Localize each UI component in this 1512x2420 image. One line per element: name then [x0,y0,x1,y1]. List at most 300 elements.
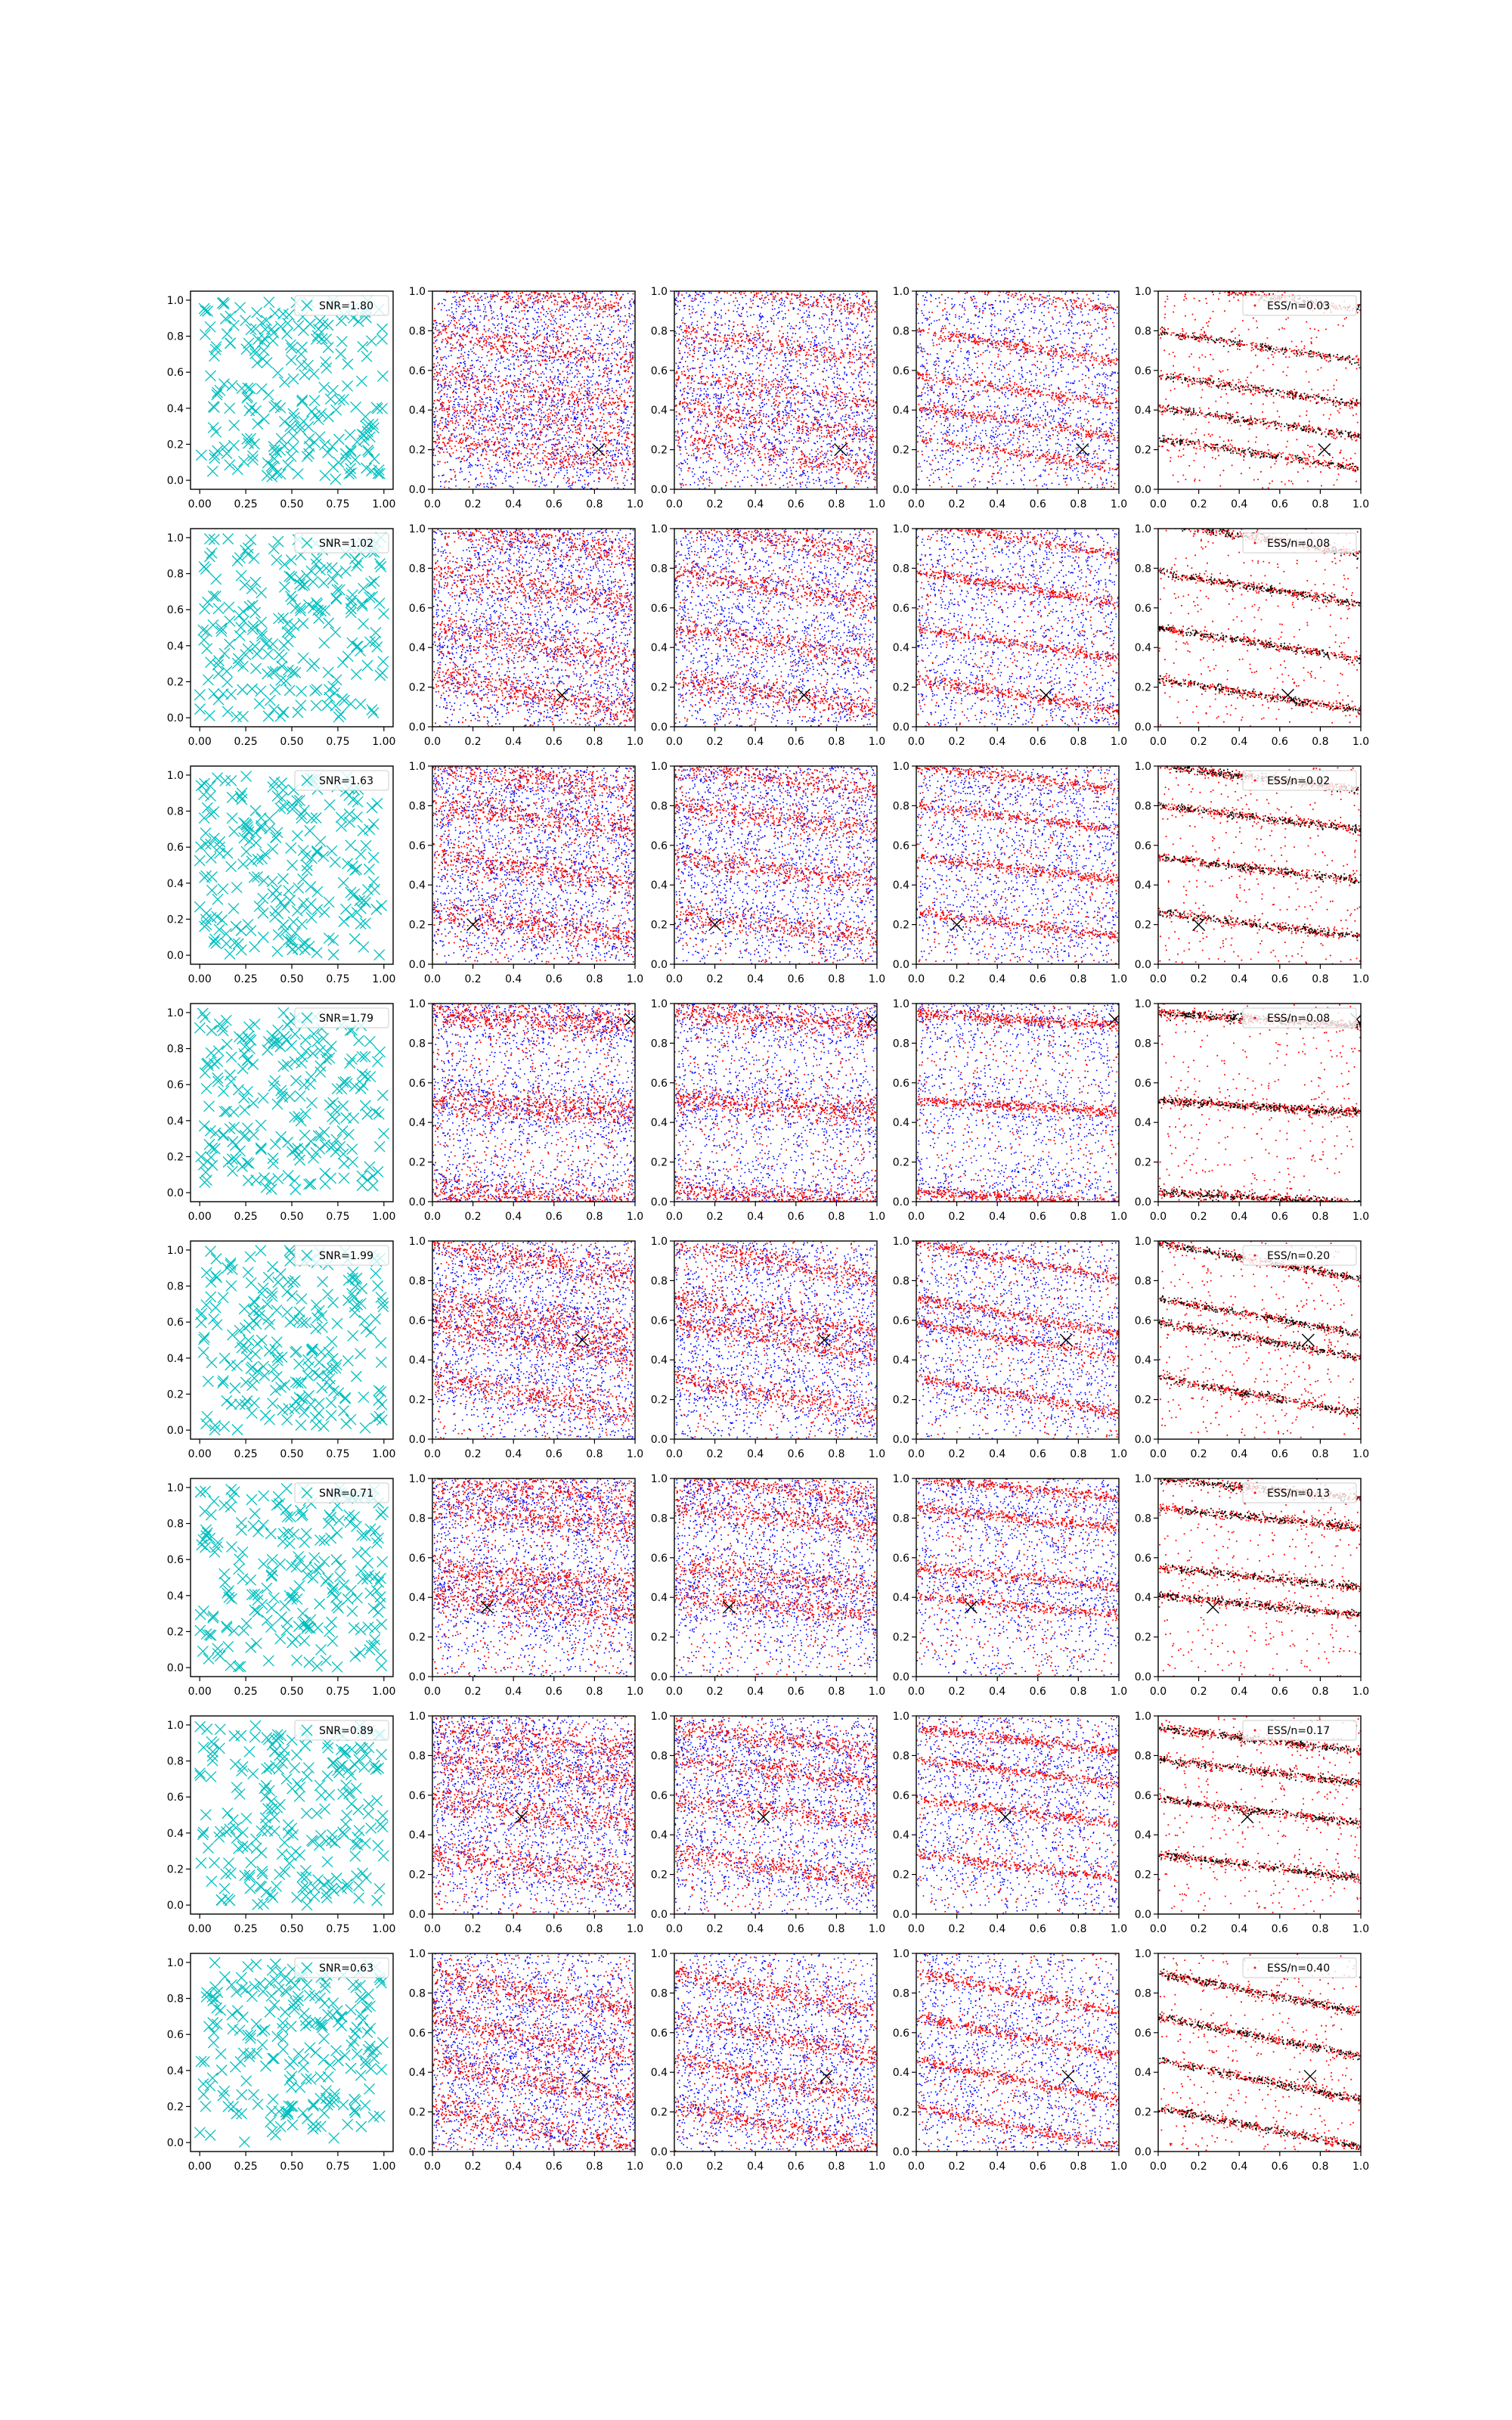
y-tick-label: 0.2 [166,1626,184,1639]
y-tick-label: 1.0 [408,286,426,298]
x-tick-label: 0.6 [545,1448,562,1460]
y-tick-label: 0.4 [650,1117,668,1130]
x-tick-label: 0.8 [1070,498,1087,510]
panel-r5-c5 [1135,1236,1369,1460]
plot-area [916,724,1120,968]
ess-legend-label: ESS/n=0.17 [1267,1725,1331,1737]
true-value-marker [1318,444,1331,456]
y-tick-label: 0.2 [166,1863,184,1876]
y-tick-label: 0.0 [166,1900,184,1913]
y-tick-label: 0.6 [408,1552,426,1565]
y-tick-label: 1.0 [892,761,909,773]
x-tick-label: 0.25 [234,498,258,510]
y-tick-label: 0.0 [166,1662,184,1675]
y-tick-label: 0.6 [1134,1552,1151,1565]
red-points [674,1001,878,1218]
panel-r7-c3 [651,1687,885,1935]
x-tick-label: 0.4 [747,1686,764,1698]
y-tick-label: 0.6 [650,1077,668,1090]
true-value-marker [1062,2070,1074,2082]
snr-legend-label: SNR=0.63 [319,1962,373,1975]
x-tick-label: 1.0 [626,1923,644,1935]
axes-frame [674,1241,877,1439]
x-tick-label: 0.4 [505,1686,522,1698]
x-tick-label: 0.0 [665,1686,683,1698]
x-tick-label: 0.6 [787,1448,804,1460]
plot-area [432,1938,637,2189]
y-tick-label: 0.6 [1134,602,1151,615]
true-value-marker [723,1601,735,1613]
panel-r8-c5 [1135,1948,1369,2173]
x-tick-label: 0.0 [665,1923,683,1935]
y-tick-label: 1.0 [892,998,909,1010]
red-points [916,519,1120,727]
x-tick-label: 0.0 [907,1448,925,1460]
y-tick-label: 0.6 [650,1314,668,1327]
red-points [916,1953,1120,2152]
x-tick-label: 0.2 [948,973,965,985]
x-tick-label: 1.00 [372,1923,396,1935]
cyan-x-markers [194,1957,388,2147]
y-tick-label: 0.6 [650,1552,668,1565]
x-tick-label: 1.0 [626,1686,644,1698]
y-tick-label: 0.0 [408,1671,426,1683]
x-tick-label: 1.0 [1352,1448,1370,1460]
x-tick-label: 0.2 [1190,1211,1207,1223]
plot-area [194,1007,389,1195]
y-tick-label: 0.6 [892,1077,909,1090]
x-tick-label: 0.00 [187,2161,212,2173]
x-tick-label: 1.0 [1110,736,1128,748]
x-tick-label: 0.6 [1029,1923,1046,1935]
y-tick-label: 1.0 [650,1711,668,1723]
y-tick-label: 0.4 [166,877,184,890]
x-tick-label: 0.6 [1029,1211,1046,1223]
plot-area [432,498,637,741]
x-tick-label: 0.8 [586,1923,603,1935]
red-points [916,1717,1120,1914]
y-tick-label: 0.8 [892,1512,909,1525]
plot-area [194,1720,389,1910]
x-tick-label: 0.8 [586,1448,603,1460]
x-tick-label: 0.8 [828,1448,845,1460]
y-tick-label: 0.6 [166,367,184,380]
x-tick-label: 0.2 [464,1686,482,1698]
plot-area [1158,1954,1362,2152]
y-tick-label: 0.2 [892,1869,909,1882]
x-tick-label: 0.8 [1312,498,1329,510]
y-tick-label: 0.6 [408,839,426,852]
blue-points [916,251,1120,510]
snr-legend-label: SNR=0.71 [319,1488,373,1500]
red-points [917,278,1120,489]
y-tick-label: 0.2 [650,1869,668,1882]
x-tick-label: 0.8 [586,736,603,748]
y-tick-label: 1.0 [650,286,668,298]
x-tick-label: 0.00 [187,498,212,510]
x-tick-label: 1.00 [372,973,396,985]
y-tick-label: 0.8 [892,1275,909,1288]
x-tick-label: 0.4 [1231,498,1248,510]
y-tick-label: 0.0 [1134,1196,1151,1208]
cyan-x-markers [194,1007,389,1195]
x-tick-label: 0.50 [280,1211,304,1223]
panel-r1-c5 [1135,277,1369,510]
plot-area [674,1687,878,1914]
panel-r7-c4 [893,1688,1127,1935]
y-tick-label: 1.0 [408,523,426,535]
x-tick-label: 0.6 [1029,1686,1046,1698]
y-tick-label: 0.6 [408,1077,426,1090]
x-tick-label: 0.8 [1312,736,1329,748]
y-tick-label: 0.2 [408,681,426,694]
true-value-marker [1241,1811,1253,1823]
axes-frame [674,1953,877,2152]
panel-r4-c1 [167,1004,396,1223]
y-tick-label: 0.8 [408,1512,426,1525]
y-tick-label: 0.2 [408,1631,426,1644]
x-tick-label: 0.8 [828,2161,845,2173]
x-tick-label: 0.2 [1190,1448,1207,1460]
plot-area [674,1938,878,2186]
y-tick-label: 1.0 [166,1007,184,1019]
blue-points [674,1687,878,1914]
y-tick-label: 1.0 [650,1236,668,1248]
ess-legend-label: ESS/n=0.02 [1267,775,1331,787]
y-tick-label: 1.0 [650,998,668,1010]
y-tick-label: 0.4 [408,405,426,417]
y-tick-label: 0.4 [892,1117,909,1130]
y-tick-label: 0.6 [1134,1789,1151,1802]
x-tick-label: 0.75 [326,1211,350,1223]
x-tick-label: 0.6 [1271,498,1288,510]
x-tick-label: 1.0 [868,1448,886,1460]
y-tick-label: 0.0 [408,1434,426,1446]
x-tick-label: 0.2 [948,736,965,748]
y-tick-label: 0.6 [166,1792,184,1804]
cyan-x-markers [196,296,388,485]
x-tick-label: 0.4 [747,736,764,748]
y-tick-label: 0.2 [892,681,909,694]
ess-legend-label: ESS/n=0.08 [1267,538,1331,550]
y-tick-label: 1.0 [1134,1236,1151,1248]
x-tick-label: 0.6 [1271,973,1288,985]
y-tick-label: 0.0 [1134,1671,1151,1683]
x-tick-label: 0.0 [1149,1448,1167,1460]
panel-r2-c5 [1135,519,1369,748]
y-tick-label: 1.0 [1134,998,1151,1010]
x-tick-label: 0.0 [1149,736,1167,748]
y-tick-label: 0.4 [892,642,909,655]
x-tick-label: 0.0 [423,973,442,985]
y-tick-label: 0.8 [408,325,426,338]
x-tick-label: 0.8 [586,1211,603,1223]
y-tick-label: 0.6 [1134,1077,1151,1090]
x-tick-label: 0.2 [948,2161,965,2173]
x-tick-label: 0.0 [665,1448,683,1460]
x-tick-label: 0.2 [464,1211,482,1223]
y-tick-label: 0.0 [650,721,668,734]
y-tick-label: 0.0 [166,950,184,963]
x-tick-label: 0.6 [1271,1448,1288,1460]
panel-r7-c1 [167,1716,396,1935]
plot-area [1158,762,1362,964]
y-tick-label: 0.6 [892,1789,909,1802]
x-tick-label: 0.8 [828,498,845,510]
y-tick-label: 1.0 [650,1948,668,1960]
panel-r4-c4 [893,973,1127,1245]
y-tick-label: 0.8 [1134,1987,1151,2000]
y-tick-label: 1.0 [166,1244,184,1257]
y-tick-label: 0.6 [408,365,426,377]
y-tick-label: 0.6 [650,1789,668,1802]
red-points [432,752,637,964]
y-tick-label: 0.8 [166,805,184,818]
y-tick-label: 0.0 [166,1425,184,1438]
legend-marker-icon [1254,1017,1256,1019]
plot-area [674,721,878,977]
panel-r3-c5 [1135,761,1369,985]
y-tick-label: 0.6 [166,2029,184,2042]
y-tick-label: 0.4 [1134,880,1151,892]
y-tick-label: 0.2 [408,1156,426,1169]
y-tick-label: 0.2 [166,1151,184,1164]
panel-r8-c1 [167,1953,396,2173]
panel-r1-c1 [167,291,396,510]
y-tick-label: 1.0 [1134,1948,1151,1960]
y-tick-label: 0.8 [166,1280,184,1293]
y-tick-label: 0.4 [408,1829,426,1842]
plot-area [194,771,386,960]
y-tick-label: 0.8 [166,1518,184,1531]
ess-legend-label: ESS/n=0.40 [1267,1962,1331,1975]
x-tick-label: 0.2 [1190,736,1207,748]
x-tick-label: 0.4 [989,1686,1006,1698]
y-tick-label: 0.2 [892,1631,909,1644]
x-tick-label: 0.0 [907,736,925,748]
x-tick-label: 0.4 [989,1448,1006,1460]
x-tick-label: 0.6 [787,736,804,748]
plot-area [674,244,878,505]
y-tick-label: 0.4 [650,1592,668,1605]
y-tick-label: 0.0 [892,2146,909,2158]
plot-area [674,1208,878,1441]
y-tick-label: 0.8 [892,1038,909,1050]
y-tick-label: 0.0 [1134,1909,1151,1921]
x-tick-label: 0.6 [1271,1923,1288,1935]
y-tick-label: 0.8 [166,568,184,581]
x-tick-label: 0.50 [280,498,304,510]
x-tick-label: 0.6 [787,1211,804,1223]
true-value-marker [1040,689,1052,701]
x-tick-label: 0.75 [326,736,350,748]
panel-r6-c5 [1135,1473,1369,1698]
blue-points [432,1938,636,2189]
x-tick-label: 0.00 [187,1211,212,1223]
x-tick-label: 0.0 [1149,2161,1167,2173]
x-tick-label: 0.0 [907,1686,925,1698]
y-tick-label: 0.2 [650,1156,668,1169]
blue-points [674,244,878,505]
x-tick-label: 1.0 [1352,1923,1370,1935]
y-tick-label: 0.8 [892,800,909,813]
x-tick-label: 0.6 [1029,973,1046,985]
y-tick-label: 1.0 [166,769,184,782]
y-tick-label: 0.0 [166,2137,184,2150]
y-tick-label: 0.8 [650,1512,668,1525]
x-tick-label: 0.2 [1190,1923,1207,1935]
y-tick-label: 0.8 [650,1987,668,2000]
blue-points [432,1696,637,1919]
panel-r5-c4 [893,1218,1127,1460]
x-tick-label: 1.0 [868,498,886,510]
x-tick-label: 0.4 [989,1923,1006,1935]
x-tick-label: 0.0 [423,1686,442,1698]
x-tick-label: 0.4 [1231,1923,1248,1935]
y-tick-label: 0.6 [166,1317,184,1329]
legend-marker-icon [1254,780,1256,782]
blue-points [674,1208,878,1441]
y-tick-label: 0.8 [408,1275,426,1288]
y-tick-label: 0.6 [408,1789,426,1802]
x-tick-label: 0.0 [423,498,442,510]
x-tick-label: 0.2 [464,2161,482,2173]
y-tick-label: 0.0 [892,959,909,971]
y-tick-label: 0.8 [1134,800,1151,813]
x-tick-label: 0.6 [1029,1448,1046,1460]
legend-marker-icon [1254,1492,1256,1494]
x-tick-label: 0.4 [989,973,1006,985]
y-tick-label: 0.4 [166,402,184,415]
x-tick-label: 1.00 [372,498,396,510]
y-tick-label: 0.0 [650,1434,668,1446]
x-tick-label: 0.6 [787,498,804,510]
x-tick-label: 0.25 [234,2161,258,2173]
y-tick-label: 0.4 [1134,642,1151,655]
y-tick-label: 1.0 [650,523,668,535]
y-tick-label: 0.2 [1134,2106,1151,2119]
y-tick-label: 0.8 [408,1987,426,2000]
x-tick-label: 1.0 [1110,498,1128,510]
y-tick-label: 0.0 [1134,1434,1151,1446]
y-tick-label: 1.0 [1134,761,1151,773]
y-tick-label: 1.0 [650,761,668,773]
y-tick-label: 0.4 [1134,1592,1151,1605]
y-tick-label: 0.2 [408,1394,426,1407]
x-tick-label: 1.0 [1352,973,1370,985]
panel-r4-c3 [651,973,885,1248]
plot-area [195,1483,389,1672]
x-tick-label: 0.4 [1231,973,1248,985]
y-tick-label: 1.0 [892,1711,909,1723]
true-value-marker [578,2070,590,2082]
y-tick-label: 0.6 [892,365,909,377]
x-tick-label: 0.75 [326,1923,350,1935]
y-tick-label: 0.8 [408,1038,426,1050]
x-tick-label: 1.0 [626,736,644,748]
y-tick-label: 0.2 [1134,681,1151,694]
x-tick-label: 0.50 [280,973,304,985]
y-tick-label: 0.2 [650,1394,668,1407]
ess-legend-label: ESS/n=0.03 [1267,300,1331,312]
y-tick-label: 1.0 [166,532,184,544]
x-tick-label: 0.2 [706,498,723,510]
y-tick-label: 0.2 [1134,919,1151,932]
y-tick-label: 0.8 [650,563,668,576]
y-tick-label: 0.2 [166,2101,184,2114]
x-tick-label: 0.00 [187,736,212,748]
legend-marker-icon [1254,1255,1256,1257]
x-tick-label: 0.4 [1231,1686,1248,1698]
x-tick-label: 0.0 [665,1211,683,1223]
panel-r7-c2 [409,1696,643,1935]
plot-area [432,1436,637,1677]
y-tick-label: 0.6 [166,1554,184,1567]
x-tick-label: 0.50 [280,736,304,748]
y-tick-label: 0.6 [650,839,668,852]
panel-r1-c2 [409,244,643,510]
y-tick-label: 0.6 [1134,365,1151,377]
y-tick-label: 0.4 [892,1354,909,1367]
y-tick-label: 1.0 [408,1948,426,1960]
x-tick-label: 0.0 [423,1211,442,1223]
panel-r6-c3 [651,1446,885,1698]
x-tick-label: 1.0 [1110,1448,1128,1460]
panel-r2-c3 [651,489,885,749]
x-tick-label: 0.0 [423,1448,442,1460]
panel-r3-c4 [893,724,1127,985]
panel-r3-c2 [409,723,643,985]
x-tick-label: 0.0 [907,498,925,510]
x-tick-label: 0.25 [234,1686,258,1698]
x-tick-label: 0.4 [505,498,522,510]
y-tick-label: 0.8 [650,1038,668,1050]
y-tick-label: 0.8 [166,330,184,343]
y-tick-label: 0.2 [1134,1869,1151,1882]
red-points [1158,762,1362,964]
x-tick-label: 1.0 [1110,973,1128,985]
x-tick-label: 0.2 [706,973,723,985]
x-tick-label: 0.8 [586,2161,603,2173]
y-tick-label: 0.4 [892,2067,909,2080]
y-tick-label: 0.0 [408,2146,426,2158]
y-tick-label: 0.0 [1134,2146,1151,2158]
x-tick-label: 0.75 [326,1448,350,1460]
x-tick-label: 0.0 [423,2161,442,2173]
y-tick-label: 0.4 [408,880,426,892]
x-tick-label: 0.4 [505,1923,522,1935]
x-tick-label: 0.8 [828,1923,845,1935]
x-tick-label: 0.2 [948,1211,965,1223]
axes-frame [674,529,877,727]
x-tick-label: 1.0 [626,1211,644,1223]
x-tick-label: 1.0 [1352,736,1370,748]
x-tick-label: 0.6 [787,2161,804,2173]
x-tick-label: 1.0 [868,1686,886,1698]
y-tick-label: 0.4 [650,642,668,655]
x-tick-label: 0.00 [187,1686,212,1698]
x-tick-label: 0.2 [1190,973,1207,985]
blue-points [432,723,636,973]
y-tick-label: 0.6 [408,2027,426,2040]
x-tick-label: 0.4 [747,2161,764,2173]
y-tick-label: 0.2 [166,1388,184,1401]
x-tick-label: 0.6 [787,1686,804,1698]
x-tick-label: 0.50 [280,1686,304,1698]
red-points [674,755,878,963]
y-tick-label: 0.8 [408,1750,426,1763]
y-tick-label: 0.0 [892,1196,909,1208]
